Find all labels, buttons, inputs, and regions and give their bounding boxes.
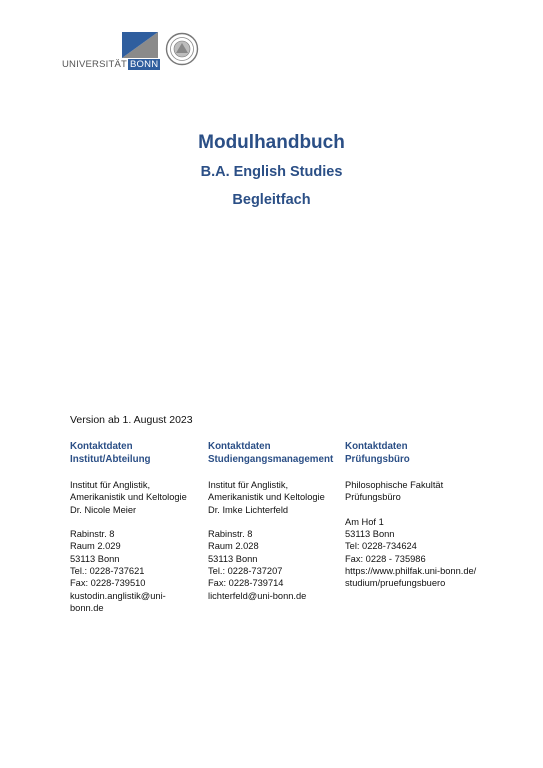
contact-phone: Tel.: 0228-737207 — [208, 566, 283, 577]
contact-line: 53113 Bonn — [208, 553, 258, 564]
contact-line: Am Hof 1 — [345, 516, 384, 527]
contact-email[interactable]: bonn.de — [70, 602, 104, 613]
contact-line: Prüfungsbüro — [345, 492, 401, 503]
logo-wordmark: UNIVERSITÄT BONN — [62, 59, 159, 70]
contact-email[interactable]: kustodin.anglistik@uni- — [70, 590, 166, 601]
contact-url[interactable]: https://www.philfak.uni-bonn.de/ — [345, 566, 477, 577]
contact-line: 53113 Bonn — [345, 529, 395, 540]
contact-email[interactable]: lichterfeld@uni-bonn.de — [208, 590, 307, 601]
university-logo — [62, 32, 202, 72]
subject-type: Begleitfach — [232, 192, 311, 208]
contact-line: Rabinstr. 8 — [70, 529, 115, 540]
contact-line: Amerikanistik und Keltologie — [208, 492, 325, 503]
contact-line: Institut für Anglistik, — [208, 480, 289, 490]
document-title: Modulhandbuch — [198, 132, 345, 153]
contact-line: Rabinstr. 8 — [208, 529, 253, 540]
contact-heading: Kontaktdaten Prüfungsbüro — [345, 441, 410, 465]
contact-heading: Kontaktdaten Institut/Abteilung — [70, 441, 151, 465]
logo-square-icon — [122, 32, 158, 58]
contact-examination-office — [345, 441, 495, 590]
contact-line: Raum 2.029 — [70, 541, 121, 552]
contact-line: Amerikanistik und Keltologie — [70, 492, 187, 503]
university-seal-icon — [165, 32, 199, 66]
contact-fax: Fax: 0228-739510 — [70, 578, 146, 589]
contact-url[interactable]: studium/pruefungsbuero — [345, 578, 446, 589]
contact-line: 53113 Bonn — [70, 553, 120, 564]
version-line: Version ab 1. August 2023 — [70, 414, 193, 426]
logo-wordmark-bonn: BONN — [130, 59, 159, 70]
contact-phone: Tel: 0228-734624 — [345, 541, 417, 552]
program-title: B.A. English Studies — [200, 164, 343, 180]
contact-phone: Tel.: 0228-737621 — [70, 566, 145, 577]
contact-program-management — [208, 441, 342, 602]
contact-heading: Kontaktdaten Studiengangsmanagement — [208, 441, 334, 465]
contact-line: Institut für Anglistik, — [70, 480, 151, 490]
contact-fax: Fax: 0228 - 735986 — [345, 553, 426, 564]
contact-line: Philosophische Fakultät — [345, 480, 444, 490]
contact-person: Dr. Nicole Meier — [70, 504, 137, 515]
contact-person: Dr. Imke Lichterfeld — [208, 504, 289, 515]
contact-fax: Fax: 0228-739714 — [208, 578, 284, 589]
contact-line: Raum 2.028 — [208, 541, 259, 552]
contact-institute — [70, 441, 204, 614]
